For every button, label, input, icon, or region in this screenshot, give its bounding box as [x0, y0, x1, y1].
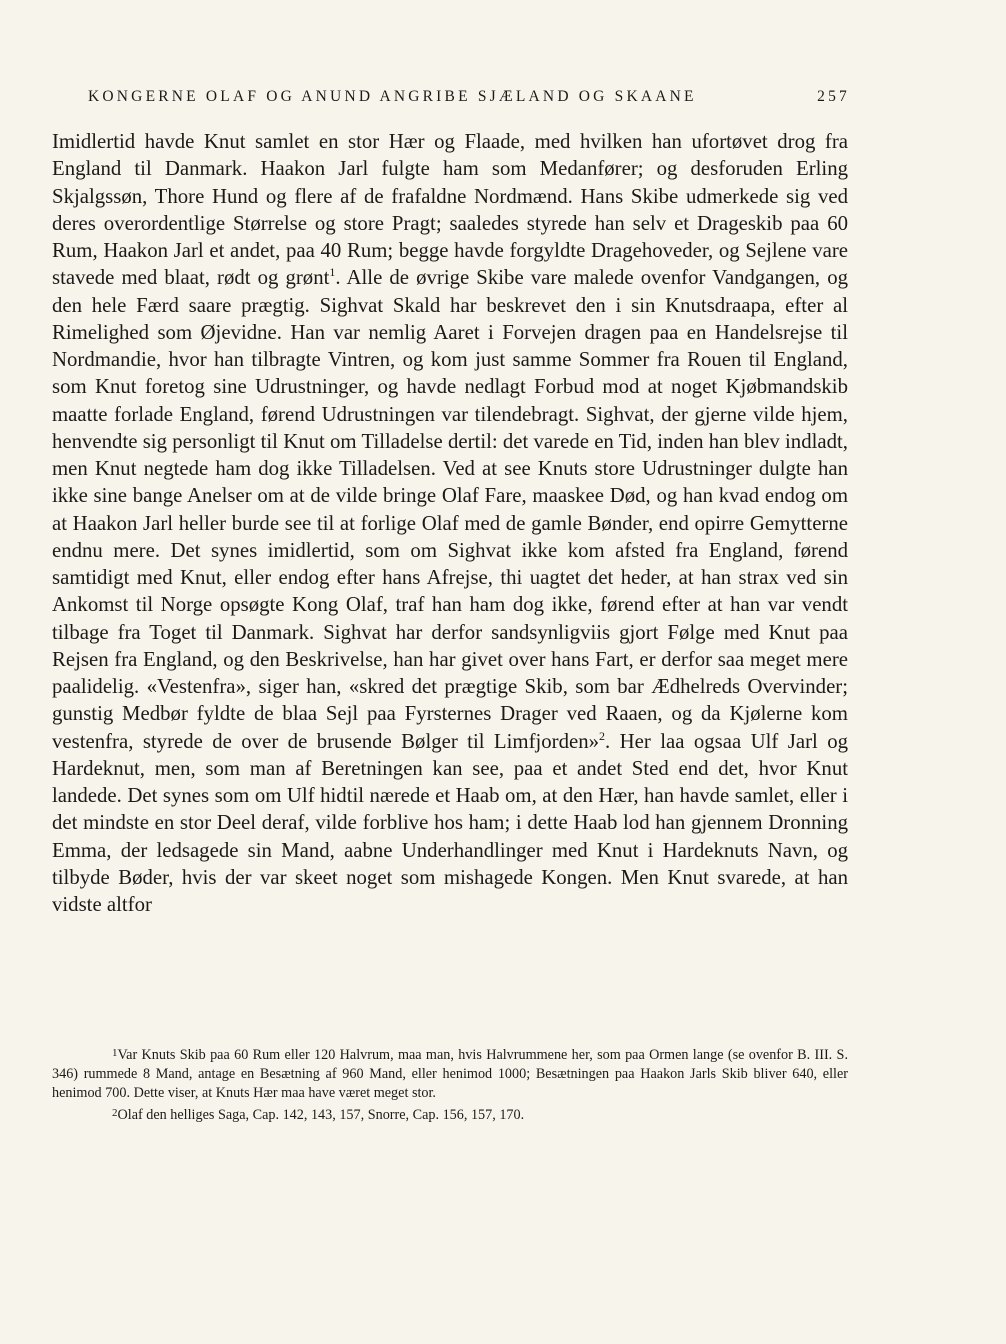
footnote-1: [52, 1044, 848, 1104]
body-text-part-2: . Alle de øvrige Skibe vare malede ovenfor Vandgangen, og den hele Færd saare prægtig. Sighvat Skald har beskrevet den i sin Knutsdraapa, efter al Rimelighed som Øjevidne. Han var nemlig Aaret i Forvejen dragen paa en Handelsrejse til Nordmandie, hvor han tilbragte Vintren, og kom just samme Sommer fra Rouen til England, som Knut foretog sine Udrustninger, og havde nedlagt Forbud mod at noget Kjøbmandskib maatte forlade England, førend Udrustningen var tilendebragt. Sighvat, der gjerne vilde hjem, henvendte sig personligt til Knut om Tilladelse dertil: det varede en Tid, inden han blev indladt, men Knut negtede ham dog ikke Tilladelsen. Ved at see Knuts store Udrustninger dulgte han ikke sine bange Anelser om at de vilde bringe Olaf Fare, maaskee Død, og han kvad endog om at Haakon Jarl heller burde see til at forlige Olaf med de gamle Bønder, end opirre Gemytterne endnu mere. Det synes imidlertid, som om Sighvat ikke kom afsted fra England, førend samtidigt med Knut, eller endog efter hans Afrejse, thi uagtet det heder, at han strax ved sin Ankomst til Norge opsøgte Kong Olaf, traf han ham dog ikke, førend efter at han var vendt tilbage fra Toget til Danmark. Sighvat har derfor sandsynligviis gjort Følge med Knut paa Rejsen fra England, og den Beskrivelse, han har givet over hans Fart, er derfor saa meget mere paalidelig. «Vestenfra», siger han, «skred det prægtige Skib, som bar Ædhelreds Overvinder; gunstig Medbør fyldte de blaa Sejl paa Fyrsternes Drager ved Raaen, og da Kjølerne kom vestenfra, styrede de over de brusende Bølger til Limfjorden»: [52, 266, 848, 753]
footnote-1-text: Var Knuts Skib paa 60 Rum eller 120 Halvrum, maa man, hvis Halvrummene her, som paa Ormen lange (se ovenfor B. III. S. 346) rummede 8 Mand, antage en Besætning af 960 Mand, eller henimod 1000; Besætningen paa Haakon Jarls Skib bliver 640, eller henimod 700. Dette viser, at Knuts Hær maa have været meget stor.: [52, 1047, 848, 1102]
running-head: [88, 88, 850, 106]
footnotes: [52, 1044, 848, 1125]
footnote-1-mark: 1: [112, 1047, 118, 1059]
footnote-2-mark: 2: [112, 1106, 118, 1119]
footnote-ref-2[interactable]: 2: [599, 728, 606, 743]
footnote-2: [52, 1104, 848, 1125]
page-number: 257: [817, 88, 850, 105]
footnote-2-text: Olaf den helliges Saga, Cap. 142, 143, 157, Snorre, Cap. 156, 157, 170.: [117, 1106, 525, 1123]
body-text-part-3: . Her laa ogsaa Ulf Jarl og Hardeknut, men, som man af Beretningen kan see, paa et andet Sted end det, hvor Knut landede. Det synes som om Ulf hidtil nærede et Haab om, at den Hær, han havde samlet, eller i det mindste en stor Deel deraf, vilde forblive hos ham; i dette Haab lod han gjennem Dronning Emma, der ledsagede sin Mand, aabne Underhandlinger med Knut i Hardeknuts Navn, og tilbyde Bøder, hvis der var skeet noget som mishagede Kongen. Men Knut svarede, at han vidste altfor: [52, 729, 848, 916]
body-text-part-1: Imidlertid havde Knut samlet en stor Hær og Flaade, med hvilken han ufortøvet drog fra England til Danmark. Haakon Jarl fulgte ham som Medanfører; og desforuden Erling Skjalgssøn, Thore Hund og flere af de frafaldne Nordmænd. Hans Skibe udmerkede sig ved deres overordentlige Størrelse og store Pragt; saaledes styrede han selv et Drageskib paa 60 Rum, Haakon Jarl et andet, paa 40 Rum; begge havde forgyldte Dragehoveder, og Sejlene vare stavede med blaat, rødt og grønt: [52, 130, 848, 290]
footnote-ref-1[interactable]: 1: [329, 265, 336, 280]
body-paragraph: [52, 128, 848, 918]
running-head-title: KONGERNE OLAF OG ANUND ANGRIBE SJÆLAND OG SKAANE: [88, 88, 697, 105]
